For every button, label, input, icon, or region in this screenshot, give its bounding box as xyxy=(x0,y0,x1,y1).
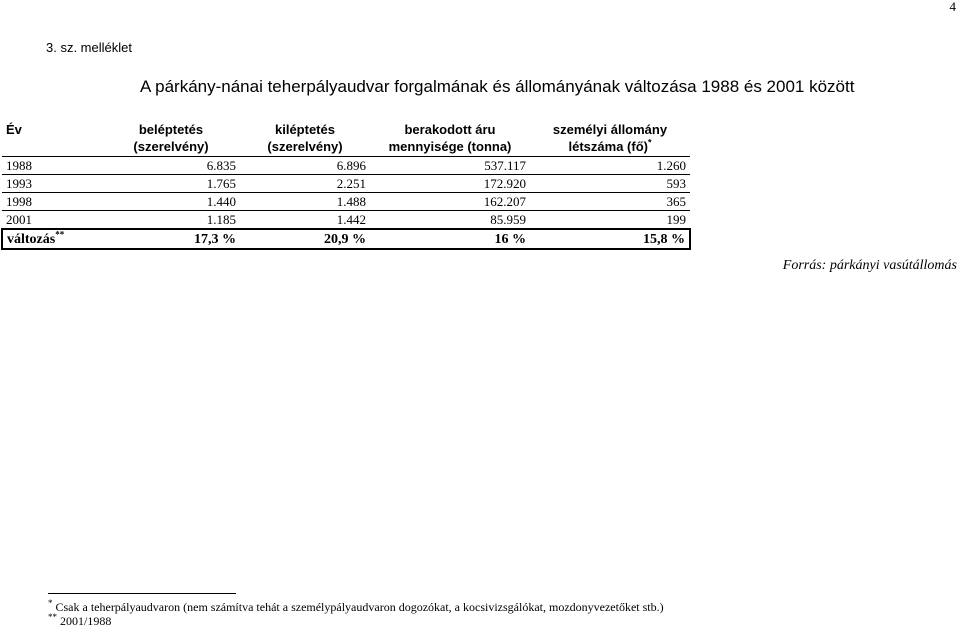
cell-entries: 1.765 xyxy=(102,175,240,193)
change-entries: 17,3 % xyxy=(102,229,240,249)
cell-staff: 199 xyxy=(530,211,690,230)
header-staff-line1: személyi állomány xyxy=(552,122,668,137)
cell-year: 1993 xyxy=(2,175,102,193)
header-exits-line1: kiléptetés xyxy=(275,122,335,137)
cell-exits: 6.896 xyxy=(240,157,370,175)
footnote-text: 2001/1988 xyxy=(60,614,112,628)
footnote-1 xyxy=(48,600,664,615)
header-year xyxy=(2,119,102,157)
footnote-mark: * xyxy=(647,137,652,148)
cell-cargo: 172.920 xyxy=(370,175,530,193)
header-cargo xyxy=(370,119,530,157)
table-row xyxy=(2,193,690,211)
change-cargo: 16 % xyxy=(370,229,530,249)
footnote-mark: ** xyxy=(55,228,65,239)
footnote-mark: * xyxy=(48,598,53,608)
footnote-2 xyxy=(48,614,111,629)
cell-exits: 2.251 xyxy=(240,175,370,193)
header-exits-line2: (szerelvény) xyxy=(267,139,343,154)
cell-year: 2001 xyxy=(2,211,102,230)
header-entries-line1: beléptetés xyxy=(138,122,204,137)
footnote-text: Csak a teherpályaudvaron (nem számítva tehát a személypályaudvaron dogozókat, a kocsivizsgálókat, mozdonyvezetőket stb.) xyxy=(55,600,664,614)
cell-staff: 365 xyxy=(530,193,690,211)
cell-cargo: 162.207 xyxy=(370,193,530,211)
change-row xyxy=(2,229,690,249)
cell-entries: 6.835 xyxy=(102,157,240,175)
cell-cargo: 537.117 xyxy=(370,157,530,175)
statistics-table xyxy=(1,119,691,250)
header-staff xyxy=(530,119,690,157)
header-entries-line2: (szerelvény) xyxy=(133,139,209,154)
cell-year: 1998 xyxy=(2,193,102,211)
table-row xyxy=(2,175,690,193)
cell-staff: 1.260 xyxy=(530,157,690,175)
header-cargo-line1: berakodott áru xyxy=(404,122,496,137)
change-exits: 20,9 % xyxy=(240,229,370,249)
annex-label: 3. sz. melléklet xyxy=(46,40,132,55)
table-row xyxy=(2,211,690,230)
cell-cargo: 85.959 xyxy=(370,211,530,230)
change-staff: 15,8 % xyxy=(530,229,690,249)
page-number: 4 xyxy=(949,0,956,14)
table-row xyxy=(2,157,690,175)
table-header-row xyxy=(2,119,690,157)
header-cargo-line2: mennyisége (tonna) xyxy=(388,139,512,154)
change-label: változás xyxy=(7,231,56,247)
cell-exits: 1.442 xyxy=(240,211,370,230)
cell-entries: 1.185 xyxy=(102,211,240,230)
cell-year: 1988 xyxy=(2,157,102,175)
source-note: Forrás: párkányi vasútállomás xyxy=(782,258,957,273)
header-staff-line2-wrap xyxy=(534,138,686,155)
footnote-divider xyxy=(48,593,236,594)
change-label-cell xyxy=(2,229,102,249)
header-year-label: Év xyxy=(6,122,22,137)
cell-entries: 1.440 xyxy=(102,193,240,211)
header-entries xyxy=(102,119,240,157)
header-staff-line2: létszáma (fő) xyxy=(568,139,648,154)
header-exits xyxy=(240,119,370,157)
cell-staff: 593 xyxy=(530,175,690,193)
document-title: A párkány-nánai teherpályaudvar forgalmának és állományának változása 1988 és 2001 között xyxy=(140,77,855,96)
cell-exits: 1.488 xyxy=(240,193,370,211)
footnote-mark: ** xyxy=(48,612,57,622)
